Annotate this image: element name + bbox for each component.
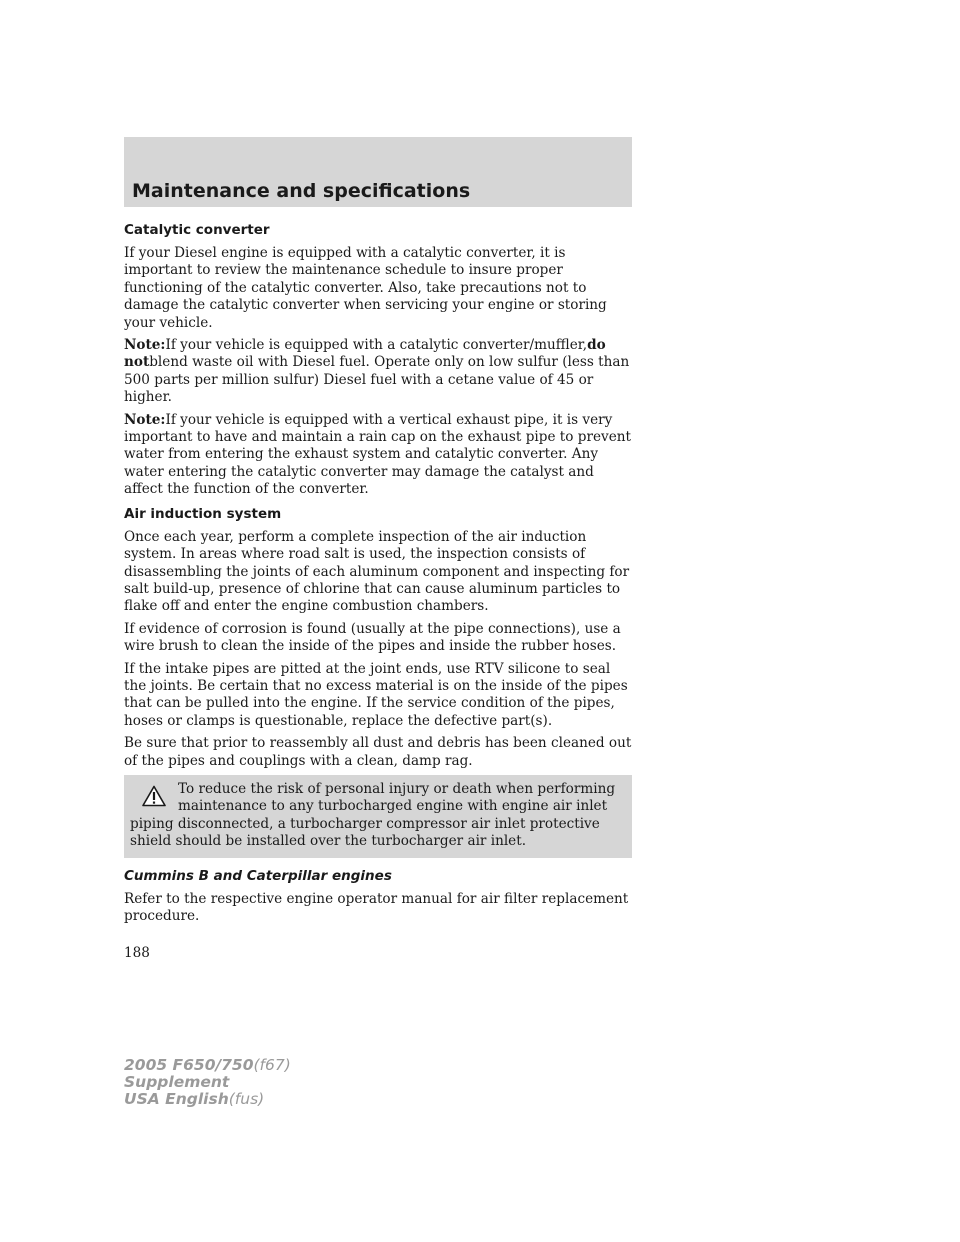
- note-text: If your vehicle is equipped with a vertical exhaust pipe, it is very important to have and maintain a rain cap on the exhaust pipe to prevent water from entering the exhaust system and catalytic converter. Any water entering the catalytic converter may damage the catalyst and affect the function of the converter.: [124, 411, 631, 498]
- footer-model-code: (f67): [253, 1056, 291, 1074]
- warning-box: [124, 775, 632, 858]
- catalytic-note-2: [124, 412, 632, 499]
- warning-triangle-icon: [142, 785, 166, 807]
- catalytic-converter-paragraph: If your Diesel engine is equipped with a catalytic converter, it is important to review the maintenance schedule to insure proper functioning of the catalytic converter. Also, take precautions not to damage the catalytic converter when servicing your engine or storing your vehicle.: [124, 245, 607, 331]
- catalytic-note-1: [124, 337, 632, 407]
- air-induction-paragraph-3: If the intake pipes are pitted at the joint ends, use RTV silicone to seal the joints. Be certain that no excess material is on the inside of the pipes that can be pulled into the engine. If the service condition of the pipes, hoses or clamps is questionable, replace the defective part(s).: [124, 660, 628, 729]
- footer-language: USA English: [124, 1090, 229, 1108]
- footer-language-code: (fus): [228, 1090, 265, 1108]
- note-label: Note:: [124, 411, 166, 428]
- cummins-caterpillar-paragraph: Refer to the respective engine operator manual for air filter replacement procedure.: [124, 890, 629, 924]
- note-text: If your vehicle is equipped with a catalytic converter/muffler,: [165, 337, 588, 354]
- air-induction-heading: Air induction system: [124, 505, 282, 522]
- cummins-caterpillar-heading: Cummins B and Caterpillar engines: [124, 867, 392, 884]
- page-content: [124, 220, 632, 930]
- air-induction-paragraph-1: Once each year, perform a complete inspection of the air induction system. In areas where road salt is used, the inspection consists of disassembling the joints of each aluminum component and inspecting for salt build-up, presence of chlorine that can cause aluminum particles to flake off and enter the engine combustion chambers.: [124, 528, 630, 615]
- air-induction-paragraph-2: If evidence of corrosion is found (usually at the pipe connections), use a wire brush to clean the inside of the pipes and inside the rubber hoses.: [124, 620, 621, 655]
- document-footer: [124, 1057, 291, 1108]
- note-emphasis: do not: [124, 337, 606, 371]
- catalytic-converter-heading: Catalytic converter: [124, 222, 270, 238]
- page-number: 188: [124, 945, 150, 961]
- footer-model: 2005 F650/750: [124, 1056, 254, 1074]
- note-label: Note:: [124, 337, 166, 354]
- section-header-band: [124, 137, 632, 207]
- section-title: Maintenance and specifications: [132, 180, 471, 202]
- note-text: blend waste oil with Diesel fuel. Operate only on low sulfur (less than 500 parts per million sulfur) Diesel fuel with a cetane value of 45 or higher.: [124, 354, 630, 406]
- air-induction-paragraph-4: Be sure that prior to reassembly all dust and debris has been cleaned out of the pipes and couplings with a clean, damp rag.: [124, 735, 632, 769]
- warning-text: To reduce the risk of personal injury or death when performing maintenance to any turbocharged engine with engine air inlet piping disconnected, a turbocharger compressor air inlet protective shield should be installed over the turbocharger air inlet.: [130, 780, 616, 850]
- footer-supplement: Supplement: [124, 1073, 230, 1091]
